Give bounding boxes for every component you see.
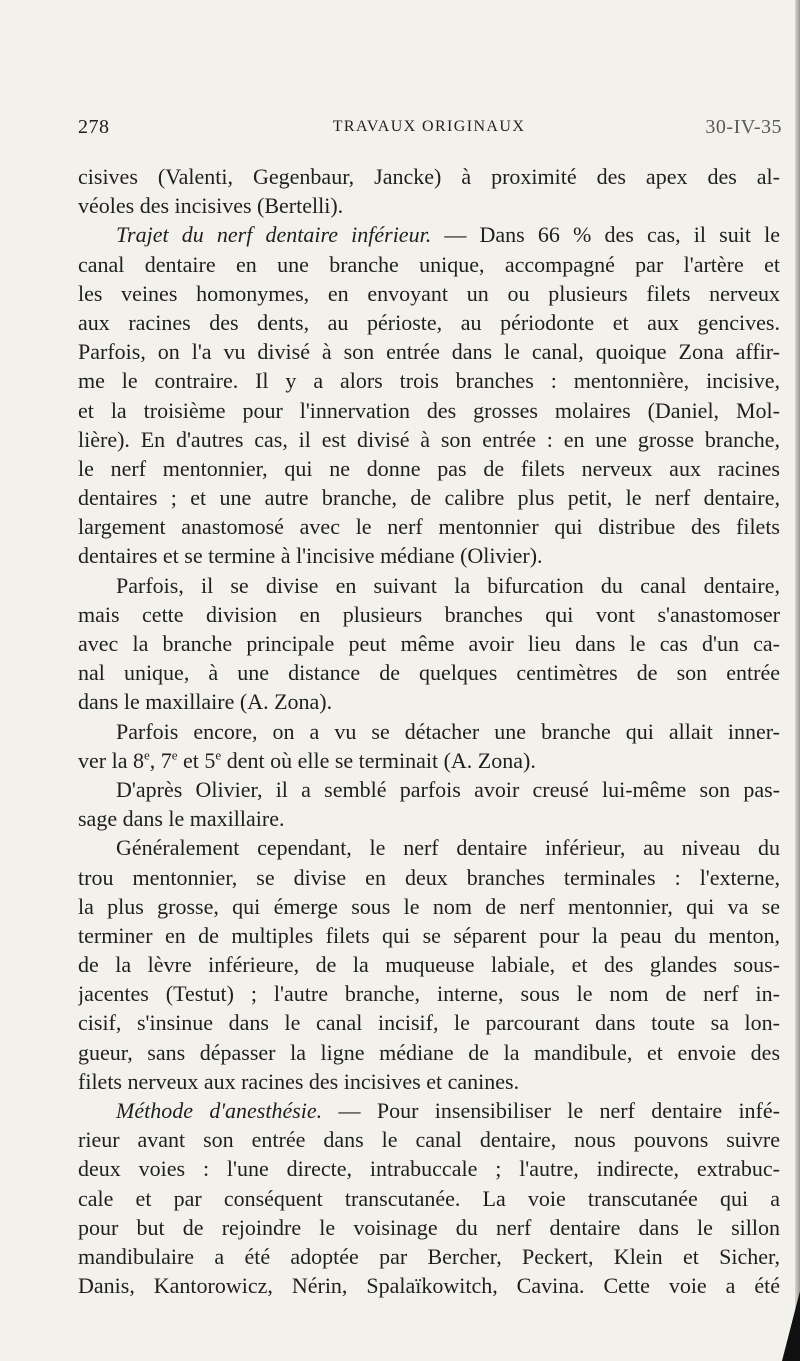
paragraph xyxy=(78,833,780,1096)
text-line: de la lèvre inférieure, de la muqueuse labiale, et des glandes sous- xyxy=(78,952,780,978)
text-line: véoles des incisives (Bertelli). xyxy=(78,193,344,219)
text-line: D'après Olivier, il a semblé parfois avoir creusé lui-même son pas- xyxy=(116,776,780,802)
paragraph xyxy=(78,1096,780,1300)
book-page xyxy=(78,0,780,1361)
text-line: pour but de rejoindre le voisinage du nerf dentaire dans le sillon xyxy=(78,1214,780,1240)
text-line: dans le maxillaire (A. Zona). xyxy=(78,689,333,715)
body-text xyxy=(78,162,780,1300)
text-line: les veines homonymes, en envoyant un ou plusieurs filets nerveux xyxy=(78,280,780,306)
text-span: — Pour insensibiliser le nerf dentaire infé- xyxy=(322,1098,780,1123)
text-line: trou mentonnier, se divise en deux branches terminales : l'externe, xyxy=(78,864,780,890)
text-span: ver la 8 xyxy=(78,747,144,773)
superscript: e xyxy=(215,747,222,763)
text-span: et 5 xyxy=(177,747,216,773)
text-line: filets nerveux aux racines des incisives et canines. xyxy=(78,1068,520,1094)
text-line: mandibulaire a été adoptée par Bercher, Peckert, Klein et Sicher, xyxy=(78,1243,780,1269)
paragraph xyxy=(78,220,780,570)
paragraph xyxy=(78,717,780,775)
text-line: la plus grosse, qui émerge sous le nom de nerf mentonnier, qui va se xyxy=(78,893,780,919)
text-span: , 7 xyxy=(149,747,172,773)
text-line: rieur avant son entrée dans le canal dentaire, nous pouvons suivre xyxy=(78,1127,780,1153)
text-line: gueur, sans dépasser la ligne médiane de la mandibule, et envoie des xyxy=(78,1039,780,1065)
text-line: Parfois encore, on a vu se détacher une branche qui allait inner- xyxy=(116,718,780,744)
text-line: avec la branche principale peut même avoir lieu dans le cas d'un ca- xyxy=(78,631,780,656)
text-line: Parfois, il se divise en suivant la bifurcation du canal dentaire, xyxy=(116,572,780,598)
text-line: le nerf mentonnier, qui ne donne pas de filets nerveux aux racines xyxy=(78,455,780,481)
running-title: TRAVAUX ORIGINAUX xyxy=(332,118,526,135)
text-line: lière). En d'autres cas, il est divisé à son entrée : en une grosse branche, xyxy=(78,426,780,452)
scan-edge-shadow xyxy=(795,0,800,1361)
paragraph xyxy=(78,775,780,833)
text-line: Généralement cependant, le nerf dentaire inférieur, au niveau du xyxy=(116,835,780,861)
text-line: Danis, Kantorowicz, Nérin, Spalaïkowitch, Cavina. Cette voie a été xyxy=(78,1273,780,1299)
text-span: dent où elle se terminait (A. Zona). xyxy=(221,747,536,773)
text-line: nal unique, à une distance de quelques centimètres de son entrée xyxy=(78,660,780,686)
paragraph xyxy=(78,162,780,220)
section-heading: Méthode d'anesthésie. xyxy=(116,1098,323,1123)
superscript: e xyxy=(171,747,178,763)
section-heading: Trajet du nerf dentaire inférieur. xyxy=(116,222,432,248)
issue-date: 30-IV-35 xyxy=(705,116,782,138)
text-line: dentaires ; et une autre branche, de calibre plus petit, le nerf dentaire, xyxy=(78,485,780,511)
paragraph xyxy=(78,571,780,717)
text-line xyxy=(78,220,780,249)
superscript: e xyxy=(143,747,150,763)
page-number: 278 xyxy=(78,116,110,138)
text-line: canal dentaire en une branche unique, accompagné par l'artère et xyxy=(78,251,780,277)
text-line: largement anastomosé avec le nerf mentonnier qui distribue des filets xyxy=(78,514,780,540)
text-span: — Dans 66 % des cas, il suit le xyxy=(431,222,780,248)
text-line: jacentes (Testut) ; l'autre branche, interne, sous le nom de nerf in- xyxy=(78,981,780,1007)
text-line: cale et par conséquent transcutanée. La voie transcutanée qui a xyxy=(78,1185,780,1211)
text-line xyxy=(78,1096,780,1125)
text-line: et la troisième pour l'innervation des grosses molaires (Daniel, Mol- xyxy=(78,397,780,423)
text-line: mais cette division en plusieurs branches qui vont s'anastomoser xyxy=(78,601,780,627)
text-line: dentaires et se termine à l'incisive médiane (Olivier). xyxy=(78,543,543,569)
scan-corner-mark xyxy=(782,1291,800,1361)
text-line: terminer en de multiples filets qui se séparent pour la peau du menton, xyxy=(78,922,780,948)
page-header xyxy=(78,116,780,146)
text-line xyxy=(78,746,780,775)
text-line: deux voies : l'une directe, intrabuccale ; l'autre, indirecte, extrabuc- xyxy=(78,1156,780,1182)
text-line: aux racines des dents, au périoste, au périodonte et aux gencives. xyxy=(78,309,780,335)
text-line: cisives (Valenti, Gegenbaur, Jancke) à proximité des apex des al- xyxy=(78,164,780,189)
text-line: sage dans le maxillaire. xyxy=(78,806,285,832)
text-line: cisif, s'insinue dans le canal incisif, le parcourant dans toute sa lon- xyxy=(78,1010,780,1036)
text-line: me le contraire. Il y a alors trois branches : mentonnière, incisive, xyxy=(78,368,780,394)
text-line: Parfois, on l'a vu divisé à son entrée dans le canal, quoique Zona affir- xyxy=(78,339,780,365)
